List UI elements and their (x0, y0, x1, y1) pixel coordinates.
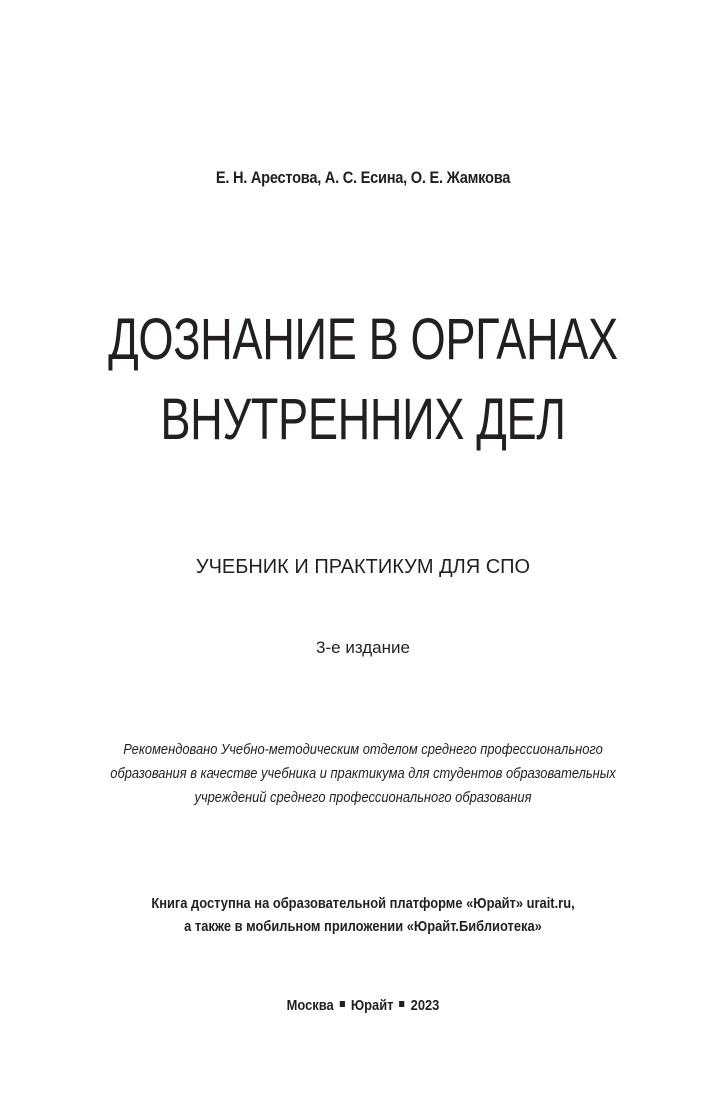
book-subtitle: УЧЕБНИК И ПРАКТИКУМ ДЛЯ СПО (195, 556, 531, 578)
square-separator-icon (399, 1001, 404, 1007)
edition: 3-е издание (316, 638, 410, 657)
recommendation-line-2: образования в качестве учебника и практикума для студентов образовательных (110, 765, 616, 782)
recommendation-line-3: учреждений среднего профессионального образования (194, 789, 532, 806)
recommendation-line-1: Рекомендовано Учебно-методическим отделом среднего профессионального (123, 741, 603, 758)
imprint-year: 2023 (410, 997, 440, 1014)
platform-note-line-2: а также в мобильном приложении «Юрайт.Библиотека» (184, 918, 542, 935)
imprint-publisher: Юрайт (350, 997, 394, 1014)
authors: Е. Н. Арестова, А. С. Есина, О. Е. Жамкова (215, 168, 511, 187)
book-title-line-2: ВНУТРЕННИХ ДЕЛ (160, 387, 566, 452)
imprint-city: Москва (286, 997, 334, 1014)
platform-note-line-1: Книга доступна на образовательной платформе «Юрайт» urait.ru, (151, 895, 575, 912)
book-title-line-1: ДОЗНАНИЕ В ОРГАНАХ (108, 307, 618, 372)
imprint (51, 997, 675, 1014)
square-separator-icon (340, 1001, 345, 1007)
